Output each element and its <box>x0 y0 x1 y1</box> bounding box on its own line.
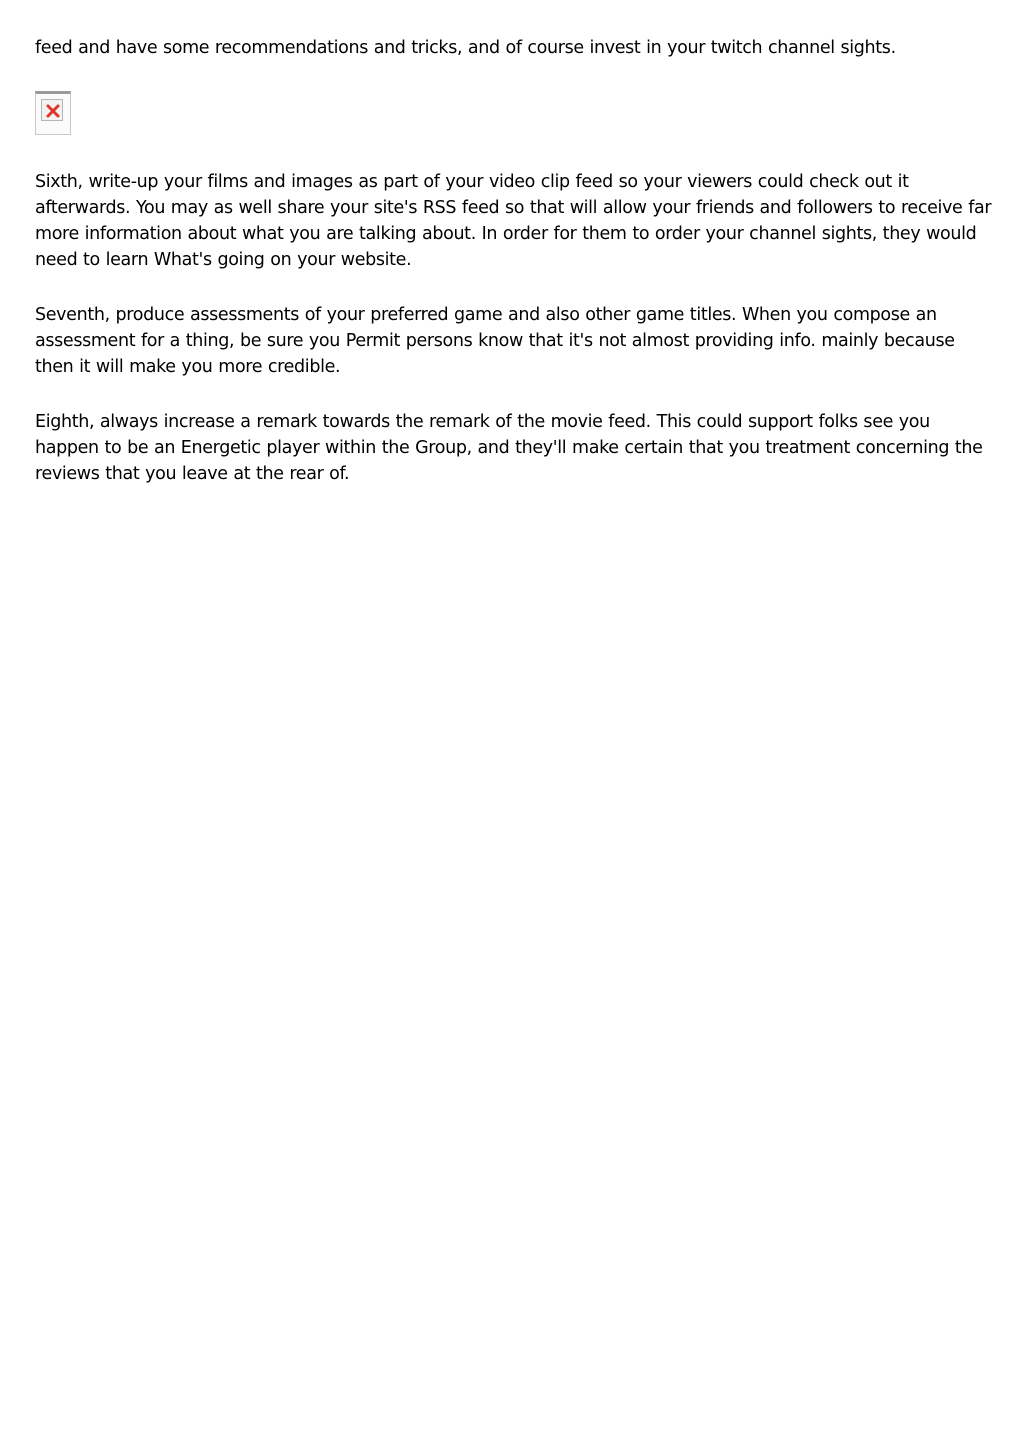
broken-image-placeholder[interactable] <box>35 91 71 135</box>
paragraph-spacer <box>35 380 995 409</box>
paragraph-intro: feed and have some recommendations and tricks, and of course invest in your twitch channel sights. <box>35 38 896 58</box>
paragraph-sixth: Sixth, write-up your films and images as part of your video clip feed so your viewers could check out it afterwards. You may as well share your site's RSS feed so that will allow your friends and followers to receive far more information about what you are talking about. In order for them to order your channel sights, they would need to learn What's going on your website. <box>35 172 992 270</box>
broken-image-icon <box>46 104 60 118</box>
article-body <box>35 35 995 487</box>
paragraph-seventh: Seventh, produce assessments of your preferred game and also other game titles. When you compose an assessment for a thing, be sure you Permit persons know that it's not almost providing info. mainly because then it will make you more credible. <box>35 305 955 377</box>
paragraph-eighth: Eighth, always increase a remark towards the remark of the movie feed. This could support folks see you happen to be an Energetic player within the Group, and they'll make certain that you treatment concerning the reviews that you leave at the rear of. <box>35 412 983 484</box>
broken-image-frame <box>41 99 63 121</box>
paragraph-spacer <box>35 273 995 302</box>
